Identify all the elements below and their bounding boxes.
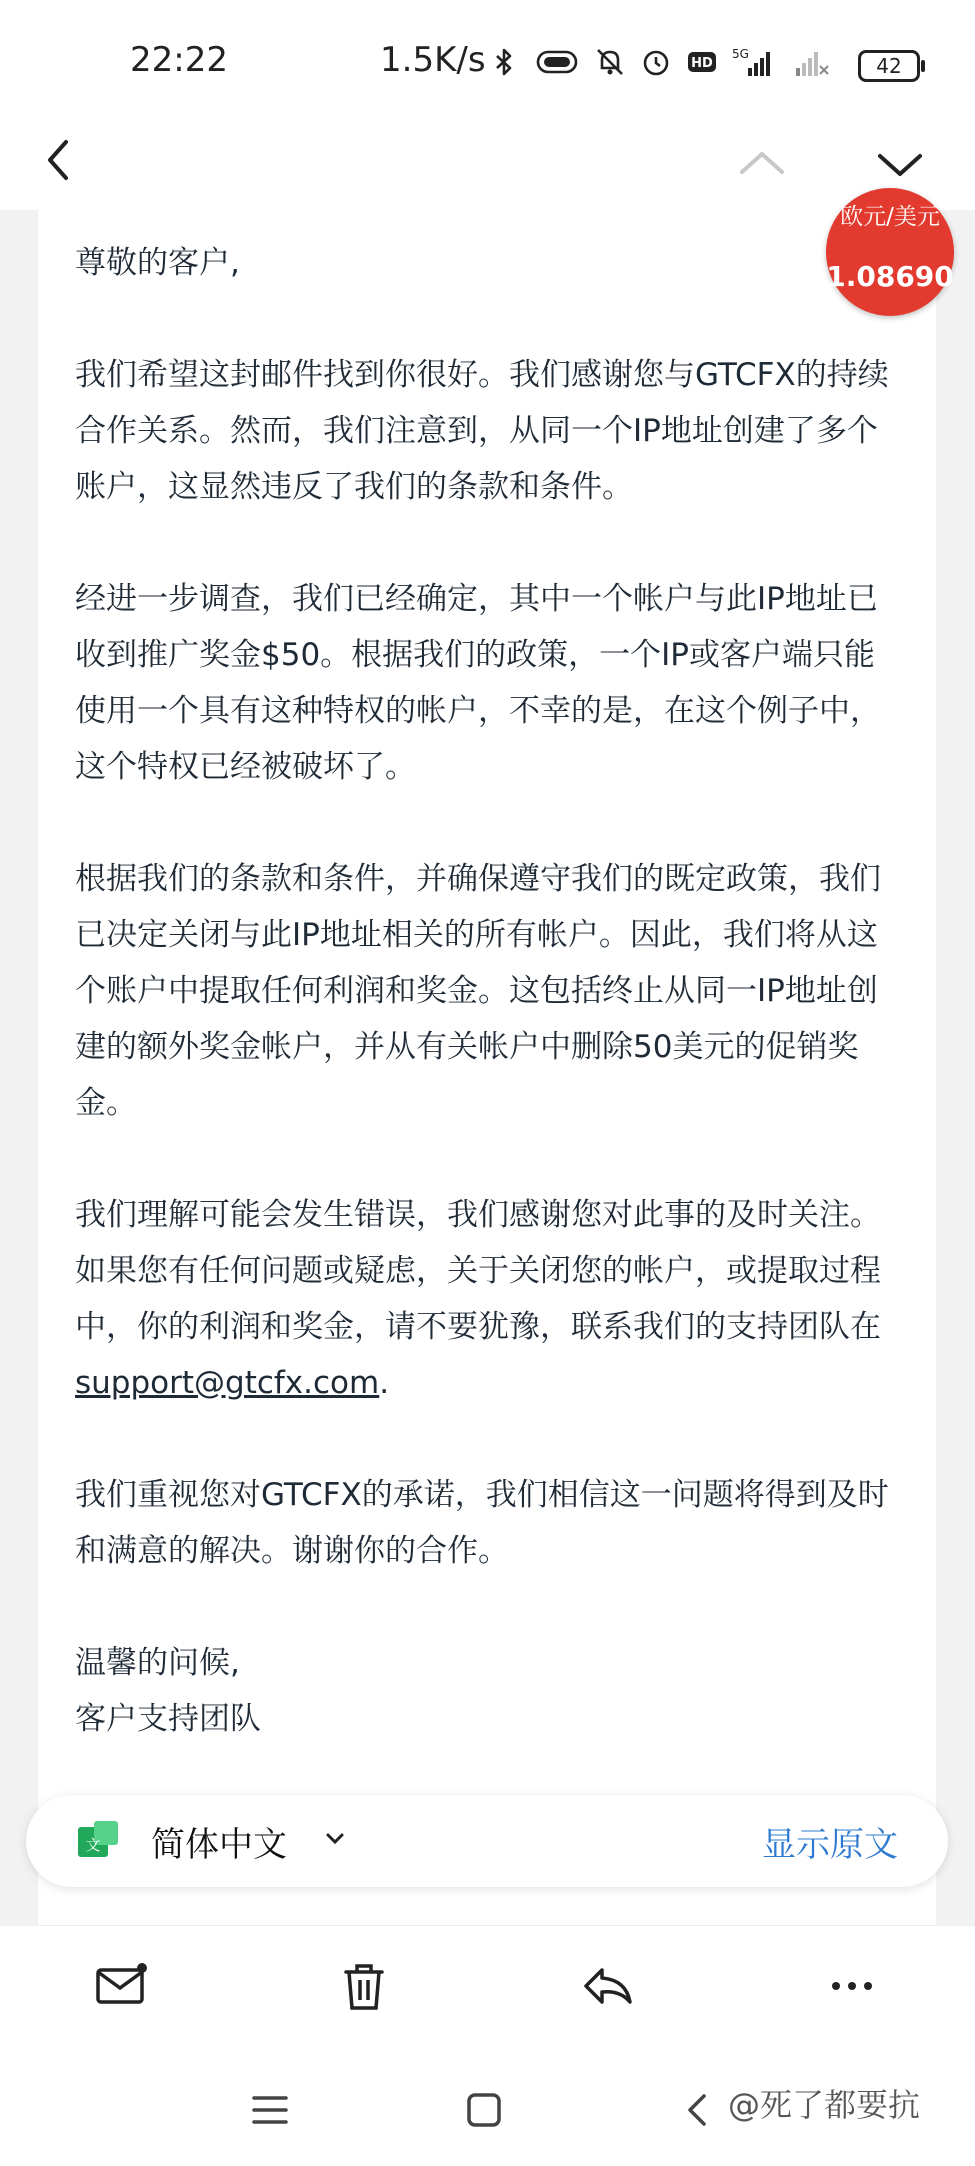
svg-text:HD: HD <box>691 56 713 71</box>
reply-icon[interactable] <box>578 1956 638 2016</box>
home-icon[interactable] <box>462 2088 506 2132</box>
mute-icon <box>594 46 626 78</box>
system-navigation-bar <box>0 2050 975 2166</box>
email-paragraph: 经进一步调查，我们已经确定，其中一个帐户与此IP地址已收到推广奖金$50。根据我们的政策，一个IP或客户端只能使用一个具有这种特权的帐户，不幸的是，在这个例子中，这个特权已经被破坏了。 <box>75 581 881 785</box>
email-greeting: 尊敬的客户, <box>75 245 240 281</box>
next-email-icon[interactable] <box>870 140 930 190</box>
status-icons <box>488 44 830 80</box>
translate-icon <box>78 1819 120 1861</box>
mail-unread-icon[interactable] <box>92 1956 152 2016</box>
alarm-icon <box>640 46 672 78</box>
target-language-select[interactable]: 简体中文 <box>151 1825 287 1865</box>
more-icon[interactable] <box>822 1956 882 2016</box>
signal-weak-icon <box>792 46 830 78</box>
hd-icon <box>686 46 718 78</box>
menu-icon[interactable] <box>248 2088 292 2132</box>
email-paragraph: 我们希望这封邮件找到你很好。我们感谢您与GTCFX的持续合作关系。然而，我们注意到，从同一个IP地址创建了多个账户，这显然违反了我们的条款和条件。 <box>75 357 889 505</box>
bluetooth-icon <box>488 46 520 78</box>
email-paragraph: 我们重视您对GTCFX的承诺，我们相信这一问题将得到及时和满意的解决。谢谢你的合作。 <box>75 1477 889 1569</box>
back-icon[interactable] <box>676 2088 720 2132</box>
email-body <box>75 235 905 1747</box>
email-closing: 温馨的问候, <box>75 1645 240 1681</box>
support-email-link[interactable]: support@gtcfx.com <box>75 1365 380 1401</box>
signal-5g-icon <box>732 46 778 78</box>
svg-text:5G: 5G <box>732 47 749 61</box>
vibrate-icon <box>534 46 580 78</box>
watermark: @死了都要抗 <box>728 2086 921 2124</box>
email-paragraph: 根据我们的条款和条件，并确保遵守我们的既定政策，我们已决定关闭与此IP地址相关的所有帐户。因此，我们将从这个账户中提取任何利润和奖金。这包括终止从同一IP地址创建的额外奖金帐户，并从有关帐户中删除50美元的促销奖金。 <box>75 861 881 1121</box>
email-paragraph-end: . <box>379 1365 390 1401</box>
show-original-button[interactable]: 显示原文 <box>762 1825 898 1865</box>
email-signature: 客户支持团队 <box>75 1701 261 1737</box>
email-paragraph-text: 我们理解可能会发生错误，我们感谢您对此事的及时关注。如果您有任何问题或疑虑，关于关闭您的帐户，或提取过程中，你的利润和奖金，请不要犹豫，联系我们的支持团队在 <box>75 1197 881 1345</box>
nav-bar <box>0 120 975 210</box>
battery-indicator: 42 <box>858 50 920 82</box>
svg-text:文: 文 <box>85 1836 101 1854</box>
previous-email-icon[interactable] <box>732 140 792 190</box>
status-time: 22:22 <box>130 40 228 80</box>
currency-pair: 欧元/美元 <box>840 204 940 230</box>
trash-icon[interactable] <box>334 1956 394 2016</box>
exchange-rate-value: 1.08690 <box>826 260 954 293</box>
email-paragraph <box>75 1187 905 1411</box>
back-arrow-icon[interactable] <box>38 130 98 190</box>
email-toolbar <box>0 1925 975 2051</box>
translation-bar <box>26 1795 948 1887</box>
network-speed: 1.5K/s <box>380 40 486 80</box>
status-bar <box>0 0 975 120</box>
chevron-down-icon[interactable] <box>324 1831 346 1847</box>
